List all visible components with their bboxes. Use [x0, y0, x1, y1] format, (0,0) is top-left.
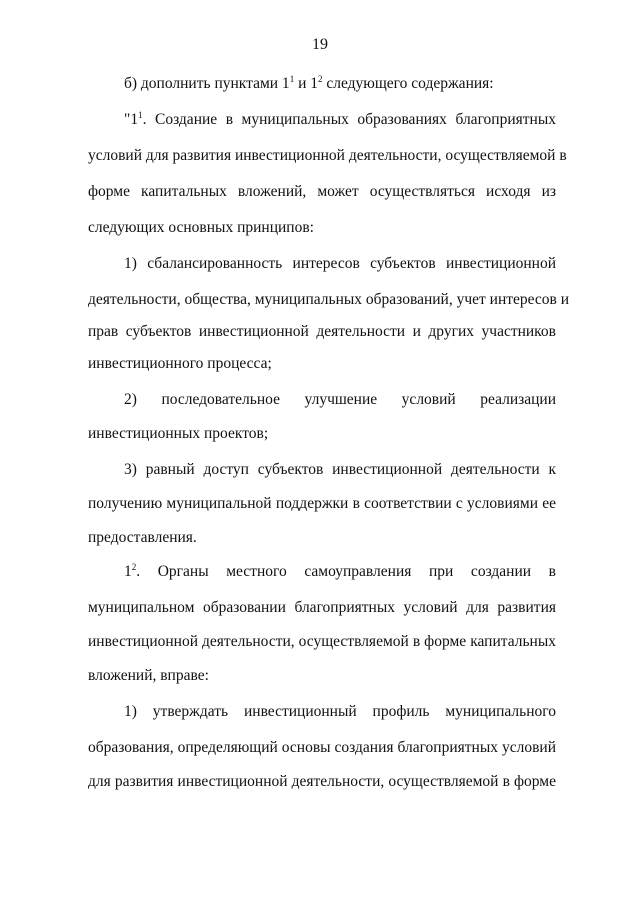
superscript: 2 [317, 74, 323, 84]
text-line-8: прав субъектов инвестиционной деятельности и других участников [88, 323, 556, 340]
text-line-4: форме капитальных вложений, может осуществляться исходя из [88, 183, 556, 200]
text-line-12: 3) равный доступ субъектов инвестиционной деятельности к [124, 461, 556, 478]
text-line-17: инвестиционной деятельности, осуществляемой в форме капитальных [88, 633, 556, 650]
text-line-16: муниципальном образовании благоприятных условий для развития [88, 599, 556, 616]
superscript: 1 [289, 74, 295, 84]
text-fragment: "1 [124, 111, 139, 128]
text-line-19: 1) утверждать инвестиционный профиль муниципального [124, 703, 556, 720]
text-line-21: для развития инвестиционной деятельности, осуществляемой в форме [88, 773, 556, 790]
text-line-7: деятельности, общества, муниципальных образований, учет интересов и [88, 291, 570, 308]
text-line-14: предоставления. [88, 529, 197, 546]
text-line-10: 2) последовательное улучшение условий реализации [124, 391, 556, 408]
text-line-20: образования, определяющий основы создания благоприятных условий [88, 739, 556, 756]
text-line-18: вложений, вправе: [88, 667, 209, 684]
text-fragment: и 1 [294, 75, 318, 92]
text-line-15 [124, 562, 556, 582]
text-line-11: инвестиционных проектов; [88, 425, 269, 442]
superscript: 2 [131, 562, 137, 572]
text-line-13: получению муниципальной поддержки в соответствии с условиями ее [88, 495, 556, 512]
text-line-6: 1) сбалансированность интересов субъектов инвестиционной [124, 255, 556, 272]
text-fragment: . Органы местного самоуправления при создании в [136, 563, 556, 580]
text-fragment: следующего содержания: [322, 75, 494, 92]
page-number: 19 [312, 36, 328, 53]
text-fragment: 1 [124, 563, 132, 580]
text-line-9: инвестиционного процесса; [88, 355, 272, 372]
text-line-3: условий для развития инвестиционной деятельности, осуществляемой в [88, 147, 567, 164]
text-line-1 [124, 74, 556, 94]
text-line-5: следующих основных принципов: [88, 219, 314, 236]
text-line-2 [124, 110, 556, 130]
text-fragment: . Создание в муниципальных образованиях благоприятных [142, 111, 556, 128]
text-fragment: б) дополнить пунктами 1 [124, 75, 290, 92]
superscript: 1 [138, 110, 143, 120]
